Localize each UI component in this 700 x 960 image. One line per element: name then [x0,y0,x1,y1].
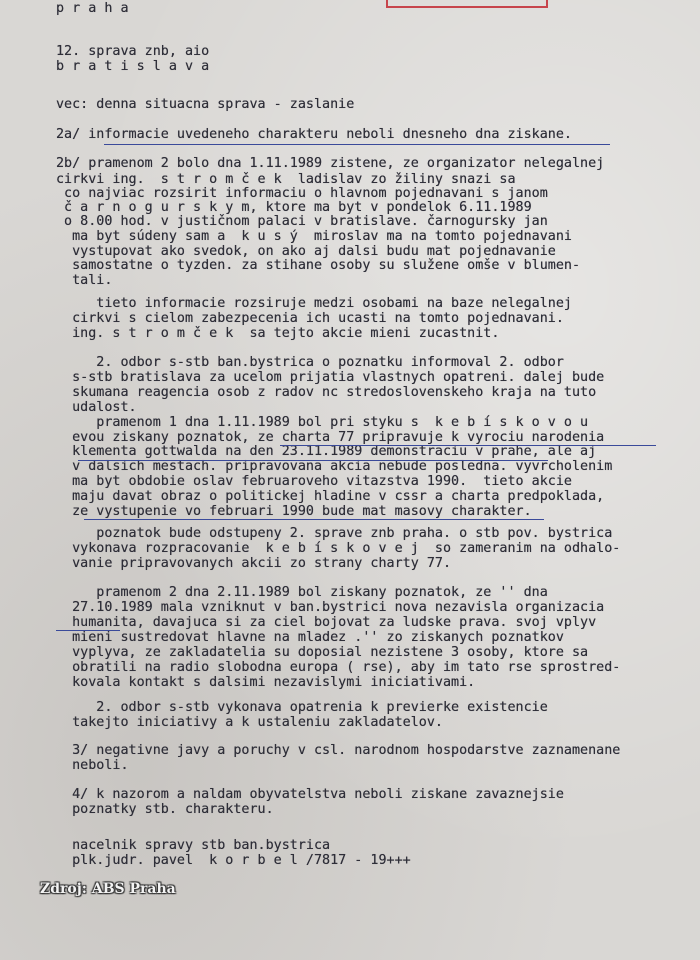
letter-line: vystupovat ako svedok, on ako aj dalsi budu mat pojednavanie [56,244,556,259]
letter-line: cirkvi s cielom zabezpecenia ich ucasti na tomto pojednavani. [56,311,564,326]
underline-mark [78,460,548,461]
signature-title: nacelnik spravy stb ban.bystrica [56,838,331,853]
letter-line: pramenom 1 dna 1.11.1989 bol pri styku s k e b í s k o v o u [56,415,589,430]
letter-line: 2. odbor s-stb ban.bystrica o poznatku informoval 2. odbor [56,355,564,370]
letter-line: udalost. [56,400,137,415]
letter-line: v dalsich mestach. pripravovana akcia nebude posledna. vyvrcholenim [56,459,613,474]
letter-line: neboli. [56,758,129,773]
letter-line: 27.10.1989 mala vzniknut v ban.bystrici nova nezavisla organizacia [56,600,605,615]
letter-line: o 8.00 hod. v justičnom palaci v bratislave. čarnogursky jan [56,214,548,229]
underline-mark [104,144,610,145]
letter-line: mieni sustredovat hlavne na mladez .'' zo ziskanych poznatkov [56,630,564,645]
letter-line: 2. odbor s-stb vykonava opatrenia k previerke existencie [56,700,548,715]
letter-line-sender-dept: 12. sprava znb, aio [56,44,210,59]
letter-line: 3/ negativne javy a poruchy v csl. narodnom hospodarstve zaznamenane [56,743,621,758]
letter-line: klementa gottwalda na den 23.11.1989 demonstraciu v prahe, ale aj [56,444,597,459]
letter-line: poznatok bude odstupeny 2. sprave znb praha. o stb pov. bystrica [56,526,613,541]
underline-mark [56,630,120,631]
letter-line: evou ziskany poznatok, ze charta 77 pripravuje k vyrociu narodenia [56,430,605,445]
source-watermark: Zdroj: ABS Praha [40,881,176,897]
letter-line: 4/ k nazorom a naldam obyvatelstva neboli ziskane zavaznejsie [56,787,564,802]
signature-name: plk.judr. pavel k o r b e l /7817 - 19+++ [56,853,411,868]
letter-line: ma byt súdeny sam a k u s ý miroslav ma na tomto pojednavani [56,229,572,244]
letter-line: takejto iniciativy a k ustaleniu zakladatelov. [56,715,443,730]
letter-line: vykonava rozpracovanie k e b í s k o v e j so zameranim na odhalo- [56,541,621,556]
letter-line: humanita, davajuca si za ciel bojovat za ludske prava. svoj vplyv [56,615,597,630]
letter-line: tali. [56,273,113,288]
letter-line: obratili na radio slobodna europa ( rse), aby im tato rse sprostred- [56,660,621,675]
letter-line: č a r n o g u r s k y m, ktore ma byt v pondelok 6.11.1989 [56,200,532,215]
letter-line: co najviac rozsirit informaciu o hlavnom pojednavani s janom [56,186,548,201]
letter-line: vanie pripravovanych akcii zo strany charty 77. [56,556,452,571]
letter-line: 2a/ informacie uvedeneho charakteru neboli dnesneho dna ziskane. [56,127,572,142]
letter-line: skumana reagencia osob z radov nc stredoslovenskeho kraja na tuto [56,385,597,400]
letter-line: samostatne o tyzden. za stihane osoby su služene omše v blumen- [56,258,581,273]
letter-line: pramenom 2 dna 2.11.1989 bol ziskany poznatok, ze '' dna [56,585,548,600]
letter-line: kovala kontakt s dalsimi nezavislymi iniciativami. [56,675,476,690]
letter-line-sender-city: b r a t i s l a v a [56,59,210,74]
letter-line: maju davat obraz o politickej hladine v cssr a charta predpoklada, [56,489,605,504]
letter-line: tieto informacie rozsiruje medzi osobami na baze nelegalnej [56,296,572,311]
letter-subject: vec: denna situacna sprava - zaslanie [56,97,355,112]
letter-line-recipient-city: p r a h a [56,1,129,16]
letter-line: poznatky stb. charakteru. [56,802,274,817]
red-stamp-frame [386,0,548,8]
letter-line: ing. s t r o m č e k sa tejto akcie mieni zucastnit. [56,326,500,341]
letter-line: s-stb bratislava za ucelom prijatia vlastnych opatreni. dalej bude [56,370,605,385]
underline-mark [280,445,656,446]
letter-line: ma byt obdobie oslav februaroveho vitazstva 1990. tieto akcie [56,474,572,489]
letter-line: ze vystupenie vo februari 1990 bude mat masovy charakter. [56,504,532,519]
letter-line: cirkvi ing. s t r o m č e k ladislav zo žiliny snazi sa [56,172,516,187]
underline-mark [84,519,544,520]
letter-line: 2b/ pramenom 2 bolo dna 1.11.1989 zistene, ze organizator nelegalnej [56,156,605,171]
letter-line: vyplyva, ze zakladatelia su doposial nezistene 3 osoby, ktore sa [56,645,589,660]
